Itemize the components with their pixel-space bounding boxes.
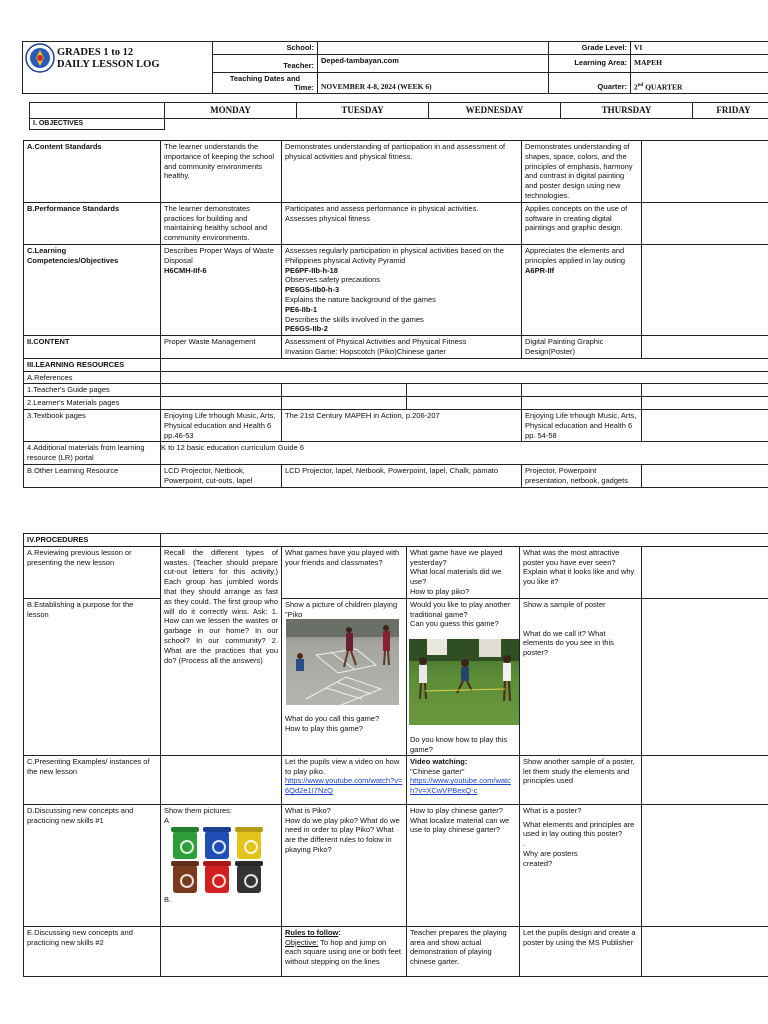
day-thursday: THURSDAY xyxy=(561,103,693,119)
competencies-mon xyxy=(161,244,282,335)
content-standards-tue-wed: Demonstrates understanding of participation in and assessment of physical activities and physical fitness. xyxy=(282,141,522,203)
procedures-label: IV.PROCEDURES xyxy=(24,534,161,547)
performance-standards-mon: The learner demonstrates practices for building and maintaining healthy school and community environments. xyxy=(161,202,282,244)
textbook-tue-wed: The 21st Century MAPEH in Action, p.206-207 xyxy=(282,409,522,441)
performance-standards-fri xyxy=(642,202,768,244)
textbook-fri xyxy=(642,409,768,441)
comp-tw-3: Explains the nature background of the games xyxy=(285,294,436,304)
reviewing-thu: What was the most attractive poster you have ever seen? Explain what it looks like and why you like it? xyxy=(520,546,642,598)
discussing1-fri xyxy=(642,804,768,926)
objectives-label: I. OBJECTIVES xyxy=(30,119,165,130)
bin-green xyxy=(173,831,197,859)
purpose-thu-2: What do we call it? What elements do you see in this poster? xyxy=(523,628,614,658)
reviewing-wed-3: How to play piko? xyxy=(410,586,470,596)
presenting-label: C.Presenting Examples/ instances of the new lesson xyxy=(24,755,161,804)
resources-label: III.LEARNING RESOURCES xyxy=(24,358,161,371)
references-blank xyxy=(161,371,768,384)
teachers-guide-label: 1.Teacher's Guide pages xyxy=(24,384,161,397)
discussing1-mon-1: Show them pictures: xyxy=(164,805,232,815)
discussing2-tue xyxy=(282,926,407,976)
discussing2-wed: Teacher prepares the playing area and show actual demonstration of playing chinese garter. xyxy=(407,926,520,976)
content-tw-1: Assessment of Physical Activities and Physical Fitness xyxy=(285,337,467,347)
purpose-tue-3: How to play this game? xyxy=(285,723,363,733)
header-table xyxy=(22,41,768,94)
discussing1-thu-1: What is a poster? xyxy=(523,805,582,815)
discussing2-fri xyxy=(642,926,768,976)
presenting-mon xyxy=(161,755,282,804)
presenting-wed-title: Video watching: xyxy=(410,756,468,766)
discussing1-tue-2: How do we play piko? What do we need in order to play Piko? What are the different rules to folow in pkaying Piko? xyxy=(285,815,400,854)
comp-tw-1: Assesses regularly participation in physical activities based on the Philippines physical Activity Pyramid xyxy=(285,245,504,265)
textbook-mon: Enjoying Life trhough Music, Arts, Physical education and Health 6 pp.46-53 xyxy=(161,409,282,441)
presenting-tue-1: Let the pupils view a video on how to play piko. xyxy=(285,756,400,776)
tg-mon xyxy=(161,384,282,397)
lm-thu xyxy=(522,397,642,410)
content-mon: Proper Waste Management xyxy=(161,336,282,359)
objectives-blank xyxy=(165,119,768,130)
content-standards-label: A.Content Standards xyxy=(24,141,161,203)
purpose-wed-1: Would you like to play another traditional game? xyxy=(410,599,511,619)
title-line-1: GRADES 1 to 12 xyxy=(57,47,134,58)
quarter-sup: nd xyxy=(637,82,644,88)
comp-tw-4: Describes the skills involved in the games xyxy=(285,314,424,324)
piko-video-link[interactable]: https://www.youtube.com/watch?v=6Qd2e1I7NzQ xyxy=(285,776,403,796)
reviewing-fri xyxy=(642,546,768,598)
rules-objective-label: Objective: xyxy=(285,937,319,947)
rules-objective-text: To hop and jump on each square using one or both feet without stepping on the lines xyxy=(285,937,401,967)
purpose-tue xyxy=(282,598,407,755)
teacher-label: Teacher: xyxy=(213,54,318,72)
comp-mon-text: Describes Proper Ways of Waste Disposal xyxy=(164,245,274,265)
content-standards-thu: Demonstrates understanding of shapes, space, colors, and the principles of emphasis, harmony and contrast in digital painting and poster design using new technologies. xyxy=(522,141,642,203)
reviewing-label: A.Reviewing previous lesson or presenting the new lesson xyxy=(24,546,161,598)
performance-standards-label: B.Performance Standards xyxy=(24,202,161,244)
waste-bins-image xyxy=(171,831,271,893)
content-tue-wed xyxy=(282,336,522,359)
content-standards-mon: The learner understands the importance of keeping the school and community environments healthy. xyxy=(161,141,282,203)
lm-wed xyxy=(407,397,522,410)
purpose-wed xyxy=(407,598,520,755)
additional-materials-value: K to 12 basic education curriculum Guide 6 xyxy=(161,442,768,465)
competencies-label: C.Learning Competencies/Objectives xyxy=(24,244,161,335)
hopscotch-photo xyxy=(286,619,399,705)
reviewing-wed-1: What game have we played yesterday? xyxy=(410,547,503,567)
comp-tw-code3: PE6-IIb-1 xyxy=(285,304,318,314)
textbook-label: 3.Textbook pages xyxy=(24,409,161,441)
purpose-thu xyxy=(520,598,642,755)
purpose-fri xyxy=(642,598,768,755)
purpose-wed-2: Can you guess this game? xyxy=(410,619,499,629)
garter-video-link[interactable]: https://www.youtube.com/watch?v=XCwVPBexQ-c xyxy=(410,776,511,796)
dates-label-2: Time: xyxy=(294,82,314,92)
tg-tue xyxy=(282,384,407,397)
quarter-suffix: QUARTER xyxy=(643,82,683,91)
tg-thu xyxy=(522,384,642,397)
grade-label: Grade Level: xyxy=(549,42,631,55)
comp-tw-2: Observes safety precautions xyxy=(285,275,381,285)
competencies-tue-wed xyxy=(282,244,522,335)
lm-fri xyxy=(642,397,768,410)
days-table xyxy=(29,102,768,130)
bin-red xyxy=(205,865,229,893)
school-value xyxy=(318,42,549,55)
other-resource-tue-wed: LCD Projector, lapel, Netbook, Powerpoint, lapel, Chalk, pamato xyxy=(282,464,522,487)
competencies-thu xyxy=(522,244,642,335)
presenting-thu: Show another sample of a poster, let them study the elements and principles used xyxy=(520,755,642,804)
presenting-wed xyxy=(407,755,520,804)
bin-brown xyxy=(173,865,197,893)
learners-materials-label: 2.Learner's Materials pages xyxy=(24,397,161,410)
content-label: II.CONTENT xyxy=(24,336,161,359)
content-tw-2: Invasion Game: Hopscotch (Piko)Chinese garter xyxy=(285,346,446,356)
performance-tw-line2: Assesses physical fitness xyxy=(285,213,371,223)
discussing1-tue-1: What is Piko? xyxy=(285,805,331,815)
day-wednesday: WEDNESDAY xyxy=(429,103,561,119)
dates-label xyxy=(213,72,318,93)
performance-standards-thu: Applies concepts on the use of software in creating digital paintings and graphic design. xyxy=(522,202,642,244)
discussing1-thu-5: created? xyxy=(523,858,553,868)
rules-title-colon: : xyxy=(338,927,341,937)
lm-mon xyxy=(161,397,282,410)
content-fri xyxy=(642,336,768,359)
resources-blank xyxy=(161,358,768,371)
teacher-value: Deped-tambayan.com xyxy=(318,54,549,72)
quarter-label: Quarter: xyxy=(549,72,631,93)
day-friday: FRIDAY xyxy=(693,103,768,119)
additional-materials-label: 4.Additional materials from learning resource (LR) portal xyxy=(24,442,161,465)
discussing2-mon xyxy=(161,926,282,976)
comp-thu-code: A6PR-IIf xyxy=(525,265,555,275)
grade-value: VI xyxy=(631,42,768,55)
procedures-table xyxy=(23,533,768,977)
reviewing-mon: Recall the different types of wastes. (Teacher should prepare cut-out letters for this activity.) Each group has jumbled words that they should arrange as fast as they could. The first group who will do it correctly wins. Ask: 1. How can we lessen the wastes or garbage in our home? In our school? In our community? 2. What are the practices that you do? (Process all the answers) xyxy=(161,546,282,755)
blank-day-cell xyxy=(30,103,165,119)
area-label: Learning Area: xyxy=(549,54,631,72)
tg-wed xyxy=(407,384,522,397)
other-resource-mon: LCD Projector, Netbook, Powerpoint, cut-outs, lapel xyxy=(161,464,282,487)
content-standards-fri xyxy=(642,141,768,203)
textbook-thu: Enjoying Life trhough Music, Arts, Physical education and Health 6 pp. 54-58 xyxy=(522,409,642,441)
presenting-fri xyxy=(642,755,768,804)
comp-mon-code: H6CMH-IIf-6 xyxy=(164,265,207,275)
discussing1-tue xyxy=(282,804,407,926)
other-resource-thu: Projector, Powerpoint presentation, netbook, gadgets xyxy=(522,464,642,487)
performance-tw-line1: Participates and assess performance in physical activities. xyxy=(285,203,479,213)
competencies-fri xyxy=(642,244,768,335)
purpose-wed-3: Do you know how to play this game? xyxy=(410,734,508,754)
dates-label-1: Teaching Dates and xyxy=(229,73,301,83)
day-monday: MONDAY xyxy=(165,103,297,119)
bin-black xyxy=(237,865,261,893)
comp-thu-text: Appreciates the elements and principles applied in lay outing xyxy=(525,245,626,265)
purpose-tue-1: Show a picture of children playing "Piko xyxy=(285,599,398,619)
comp-tw-code2: PE6GS-IIb0-h-3 xyxy=(285,285,340,295)
presenting-wed-1: "Chinese garter" xyxy=(410,766,465,776)
area-value: MAPEH xyxy=(631,54,768,72)
dates-value: NOVEMBER 4-8, 2024 (WEEK 6) xyxy=(318,72,549,93)
discussing1-mon-a: A xyxy=(164,815,170,825)
performance-standards-tue-wed xyxy=(282,202,522,244)
reviewing-wed-2: What local materials did we use? xyxy=(410,567,502,587)
title-cell xyxy=(23,42,213,94)
discussing2-thu: Let the pupils design and create a poster by using the MS Publisher xyxy=(520,926,642,976)
title-line-2: DAILY LESSON LOG xyxy=(57,59,160,70)
purpose-thu-1: Show a sample of poster xyxy=(523,599,606,609)
school-label: School: xyxy=(213,42,318,55)
discussing1-label: D.Discussing new concepts and practicing new skills #1 xyxy=(24,804,161,926)
purpose-label: B.Establishing a purpose for the lesson xyxy=(24,598,161,755)
day-tuesday: TUESDAY xyxy=(297,103,429,119)
comp-tw-code4: PE6GS-IIb-2 xyxy=(285,324,328,334)
tg-fri xyxy=(642,384,768,397)
purpose-tue-2: What do you call this game? xyxy=(285,713,380,723)
discussing1-thu-3: . xyxy=(523,839,526,849)
objectives-table xyxy=(23,140,768,488)
discussing1-mon xyxy=(161,804,282,926)
quarter-value xyxy=(631,72,768,93)
reviewing-tue: What games have you played with your friends and classmates? xyxy=(282,546,407,598)
content-thu: Digital Painting Graphic Design(Poster) xyxy=(522,336,642,359)
quarter-number: 2 xyxy=(634,82,638,91)
discussing1-thu-2: What elements and principles are used in lay outing this poster? xyxy=(523,819,635,839)
bin-blue xyxy=(205,831,229,859)
references-label: A.References xyxy=(24,371,161,384)
discussing1-wed: How to play chinese garter? What localize material can we use to play chinese garter? xyxy=(407,804,520,926)
other-resource-label: B.Other Learning Resource xyxy=(24,464,161,487)
rules-title: Rules to follow xyxy=(285,927,339,937)
bin-yellow xyxy=(237,831,261,859)
other-resource-fri xyxy=(642,464,768,487)
procedures-blank xyxy=(161,534,768,547)
reviewing-wed xyxy=(407,546,520,598)
discussing1-thu-4: Why are posters xyxy=(523,848,578,858)
discussing1-mon-b: B. xyxy=(164,894,172,904)
discussing1-thu xyxy=(520,804,642,926)
lm-tue xyxy=(282,397,407,410)
presenting-tue xyxy=(282,755,407,804)
discussing2-label: E.Discussing new concepts and practicing new skills #2 xyxy=(24,926,161,976)
chinese-garter-photo xyxy=(409,639,519,725)
comp-tw-code1: PE6PF-IIb-h-18 xyxy=(285,265,338,275)
